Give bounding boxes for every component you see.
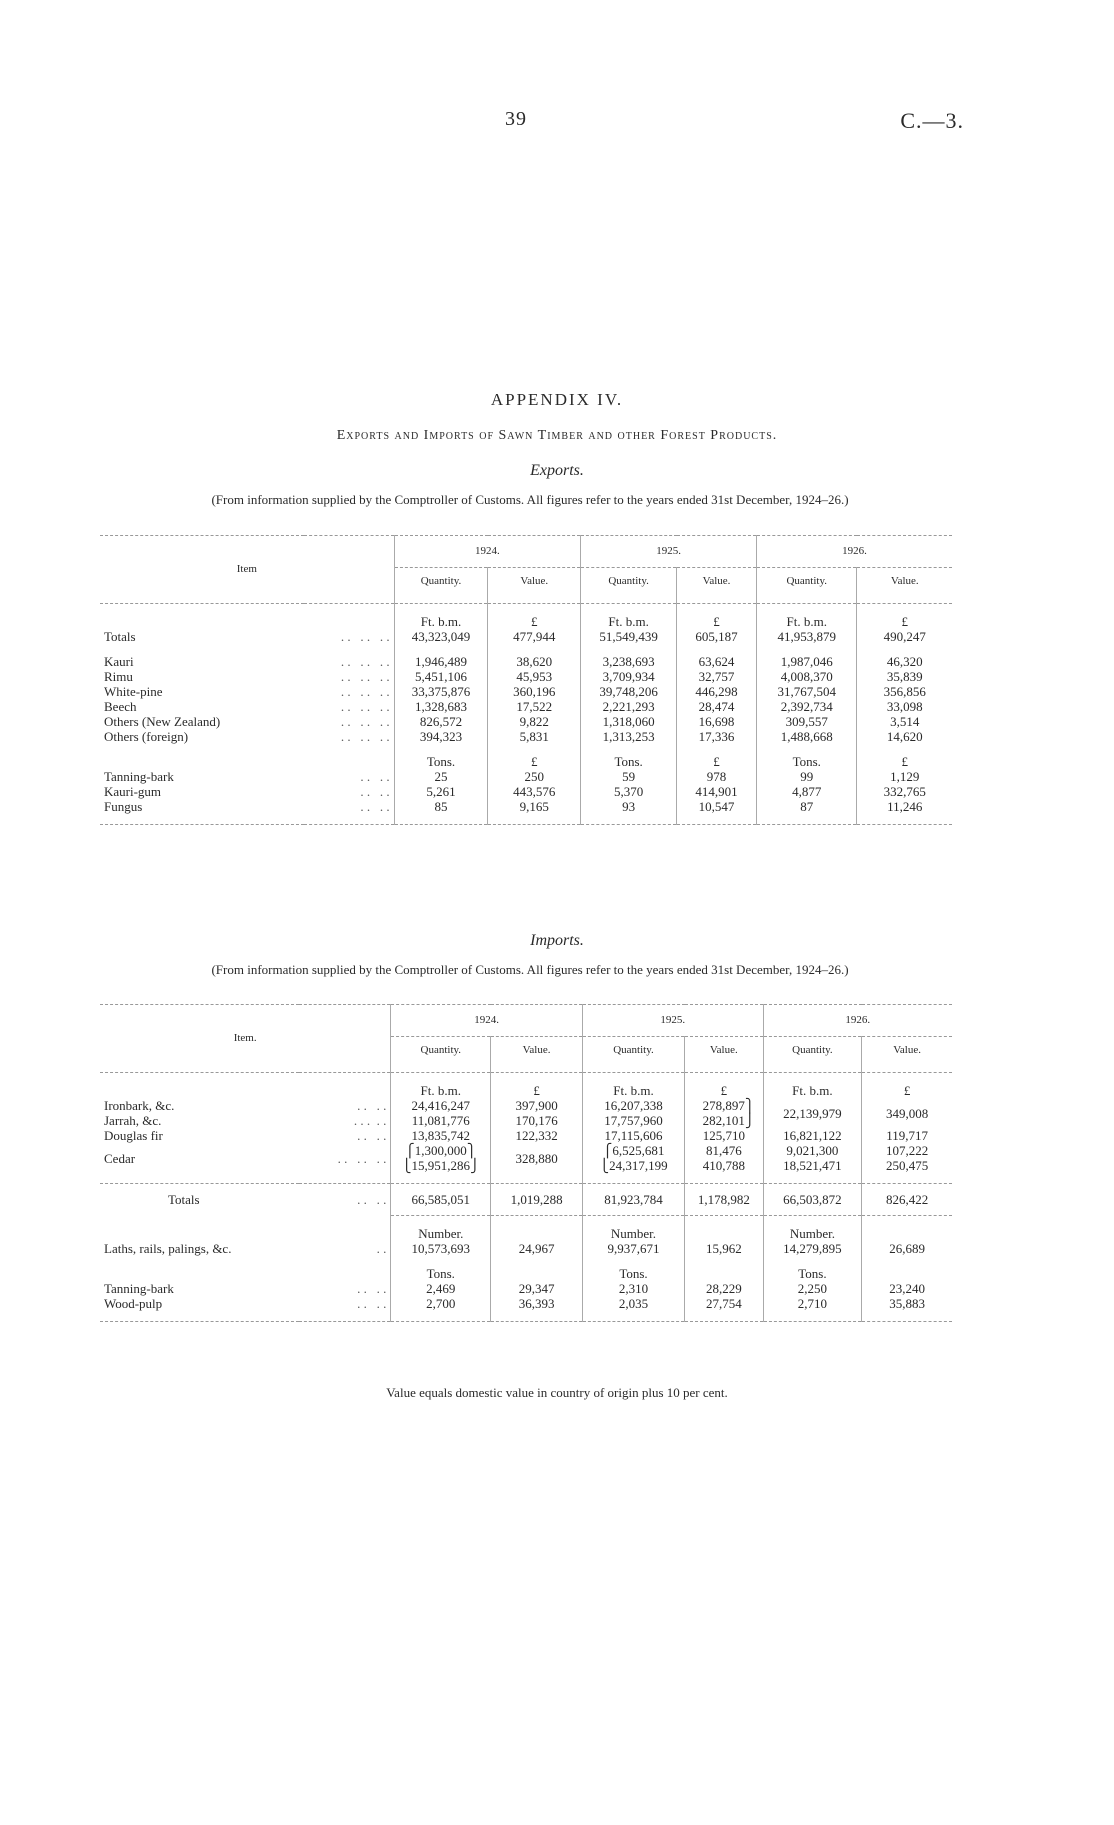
brace-icon: ⎫ xyxy=(744,1098,755,1113)
appendix-title: APPENDIX IV. xyxy=(490,390,624,409)
col-quantity: Quantity. xyxy=(763,1037,862,1073)
table-row: Douglas fir . . . . 13,835,742 122,332 17,115,606 125,710 16,821,122 119,717 xyxy=(100,1128,952,1143)
row-label: Laths, rails, palings, &c. xyxy=(104,1241,232,1256)
col-quantity: Quantity. xyxy=(756,568,857,604)
brace-icon: ⎭ xyxy=(744,1113,755,1128)
col-quantity: Quantity. xyxy=(582,1037,684,1073)
exports-year-header: 1925. xyxy=(581,536,757,568)
row-label: Wood-pulp xyxy=(104,1296,163,1311)
table-row: Tanning-bark . . . . 25 250 59 978 99 1,129 xyxy=(100,769,952,784)
row-label: Totals xyxy=(104,629,136,644)
col-quantity: Quantity. xyxy=(581,568,677,604)
table-row: Others (foreign) . . . . . . 394,323 5,831 1,313,253 17,336 1,488,668 14,620 xyxy=(100,729,952,744)
imports-title: Imports. xyxy=(530,932,584,949)
units-row: Tons. £ Tons. £ Tons. £ xyxy=(100,754,952,769)
table-row: Jarrah, &c. . . . . . 11,081,776 170,176 17,757,960 282,101⎭ xyxy=(100,1113,952,1128)
col-value: Value. xyxy=(857,568,952,604)
row-label: Fungus xyxy=(104,799,143,814)
row-label: Ironbark, &c. xyxy=(104,1098,175,1113)
imports-year-header: 1926. xyxy=(763,1005,952,1037)
col-value: Value. xyxy=(491,1037,583,1073)
imports-table xyxy=(100,1004,952,1322)
table-row: Wood-pulp . . . . 2,700 36,393 2,035 27,754 2,710 35,883 xyxy=(100,1296,952,1311)
brace-icon: ⎭ xyxy=(470,1158,480,1173)
exports-year-header: 1926. xyxy=(756,536,952,568)
row-label: Kauri-gum xyxy=(104,784,162,799)
table-row: White-pine . . . . . . 33,375,876 360,196 39,748,206 446,298 31,767,504 356,856 xyxy=(100,684,952,699)
table-row: Kauri-gum . . . . 5,261 443,576 5,370 414,901 4,877 332,765 xyxy=(100,784,952,799)
row-label: Others (foreign) xyxy=(104,729,189,744)
table-row: Totals . . . . . . 43,323,049 477,944 51,549,439 605,187 41,953,879 490,247 xyxy=(100,629,952,644)
table-row: Tanning-bark . . . . 2,469 29,347 2,310 28,229 2,250 23,240 xyxy=(100,1281,952,1296)
row-label: Kauri xyxy=(104,654,134,669)
brace-icon: ⎩ xyxy=(599,1158,610,1173)
row-label: Jarrah, &c. xyxy=(104,1113,162,1128)
main-title: Exports and Imports of Sawn Timber and other Forest Products. xyxy=(336,428,778,443)
col-value: Value. xyxy=(488,568,581,604)
row-label: White-pine xyxy=(104,684,163,699)
exports-year-header: 1924. xyxy=(394,536,580,568)
table-row: Ironbark, &c. . . . . 24,416,247 397,900 16,207,338 278,897⎫ 22,139,979 349,008 xyxy=(100,1098,952,1113)
page-number: 39 xyxy=(505,108,527,130)
table-row: ⎩15,951,286⎭ ⎩24,317,199 410,788 18,521,471 250,475 xyxy=(100,1158,952,1173)
imports-item-header: Item. xyxy=(233,1032,257,1044)
exports-table xyxy=(100,535,952,825)
col-value: Value. xyxy=(685,1037,764,1073)
row-label: Tanning-bark xyxy=(104,769,174,784)
table-row: Fungus . . . . 85 9,165 93 10,547 87 11,246 xyxy=(100,799,952,814)
units-row: Ft. b.m. £ Ft. b.m. £ Ft. b.m. £ xyxy=(100,1083,952,1098)
row-label: Others (New Zealand) xyxy=(104,714,221,729)
brace-icon: ⎧ xyxy=(602,1143,613,1158)
table-row: Totals . . . . 66,585,051 1,019,288 81,923,784 1,178,982 66,503,872 826,422 xyxy=(100,1184,952,1216)
row-label: Tanning-bark xyxy=(104,1281,174,1296)
brace-icon: ⎩ xyxy=(401,1158,412,1173)
row-label: Cedar xyxy=(104,1150,136,1166)
table-row: 10,573,693 9,937,671 14,279,895 xyxy=(100,1241,952,1256)
col-quantity: Quantity. xyxy=(394,568,488,604)
exports-title: Exports. xyxy=(530,462,584,479)
table-row: Kauri . . . . . . 1,946,489 38,620 3,238,693 63,624 1,987,046 46,320 xyxy=(100,654,952,669)
imports-note: (From information supplied by the Comptroller of Customs. All figures refer to the years ended 31st December, 1924–26.) xyxy=(211,962,849,977)
table-row: Others (New Zealand) . . . . . . 826,572 9,822 1,318,060 16,698 309,557 3,514 xyxy=(100,714,952,729)
row-label: Douglas fir xyxy=(104,1128,163,1143)
imports-year-header: 1924. xyxy=(391,1005,583,1037)
row-label: Rimu xyxy=(104,669,133,684)
exports-item-header: Item xyxy=(236,563,257,575)
footer-note: Value equals domestic value in country of origin plus 10 per cent. xyxy=(386,1385,728,1400)
col-value: Value. xyxy=(862,1037,952,1073)
col-value: Value. xyxy=(677,568,757,604)
imports-year-header: 1925. xyxy=(582,1005,763,1037)
document-reference: C.—3. xyxy=(900,108,964,133)
col-quantity: Quantity. xyxy=(391,1037,491,1073)
exports-note: (From information supplied by the Comptroller of Customs. All figures refer to the years ended 31st December, 1924–26.) xyxy=(211,492,849,507)
table-row: Cedar . . . . . . ⎧1,300,000⎫ 328,880 ⎧6,525,681 81,476 9,021,300 107,222 xyxy=(100,1143,952,1158)
units-row: Tons. Tons. Tons. xyxy=(100,1266,952,1281)
brace-icon: ⎫ xyxy=(466,1143,477,1158)
brace-icon: ⎧ xyxy=(405,1143,415,1158)
table-row: Rimu . . . . . . 5,451,106 45,953 3,709,934 32,757 4,008,370 35,839 xyxy=(100,669,952,684)
table-row: Beech . . . . . . 1,328,683 17,522 2,221,293 28,474 2,392,734 33,098 xyxy=(100,699,952,714)
row-label: Totals xyxy=(168,1192,200,1207)
table-row: Laths, rails, palings, &c. . . Number. 24,967 Number. 15,962 Number. 26,689 xyxy=(100,1226,952,1241)
row-label: Beech xyxy=(104,699,137,714)
units-row: Ft. b.m. £ Ft. b.m. £ Ft. b.m. £ xyxy=(100,614,952,629)
